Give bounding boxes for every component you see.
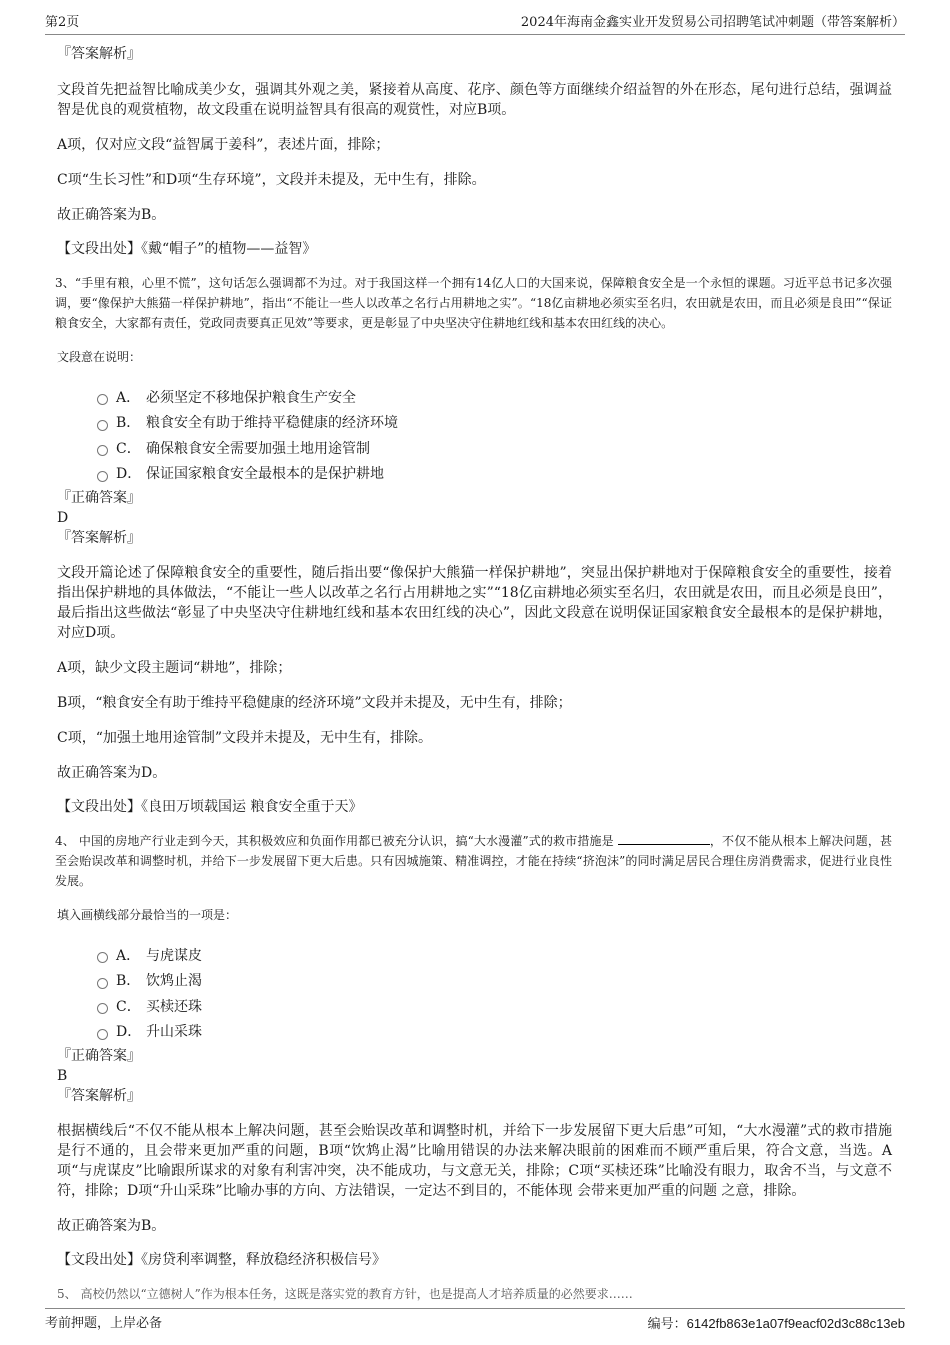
option-text: 升山采珠	[146, 1024, 202, 1041]
stem-part: 4、 中国的房地产行业走到今天，其积极效应和负面作用都已被充分认识，搞“大水漫灌”式的救市措施是	[55, 834, 614, 848]
analysis-paragraph: B项，“粮食安全有助于维持平稳健康的经济环境”文段并未提及，无中生有，排除；	[57, 695, 572, 711]
option-b[interactable]	[97, 968, 892, 994]
option-a[interactable]	[97, 942, 892, 968]
radio-icon[interactable]	[97, 952, 108, 963]
option-text: 饮鸩止渴	[146, 973, 202, 990]
document-code-value: 6142fb863e1a07f9eacf02d3c88c13eb	[686, 1316, 905, 1331]
option-a[interactable]	[97, 384, 892, 410]
page-header	[45, 14, 905, 35]
analysis-paragraph: C项，“加强土地用途管制”文段并未提及，无中生有，排除。	[57, 730, 433, 746]
radio-icon[interactable]	[97, 1029, 108, 1040]
analysis-paragraph: C项“生长习性”和D项“生存环境”，文段并未提及，无中生有，排除。	[57, 172, 486, 188]
option-c[interactable]	[97, 993, 892, 1019]
option-d[interactable]	[97, 461, 892, 487]
option-text: 与虎谋皮	[146, 947, 202, 964]
fill-blank-line	[618, 832, 710, 845]
option-letter: B．	[116, 415, 141, 432]
option-letter: D．	[116, 466, 142, 483]
radio-icon[interactable]	[97, 471, 108, 482]
analysis-paragraph: 文段首先把益智比喻成美少女，强调其外观之美，紧接着从高度、花序、颜色等方面继续介绍益智的外在形态，尾句进行总结，强调益智是优良的观赏植物，故文段重在说明益智具有很高的观赏性，对应B项。	[57, 82, 892, 118]
correct-answer-statement: 故正确答案为B。	[57, 1218, 166, 1234]
source-citation: 【文段出处】《良田万顷载国运 粮食安全重于天》	[57, 799, 363, 815]
analysis-paragraph: A项，仅对应文段“益智属于姜科”，表述片面，排除；	[57, 137, 390, 153]
analysis-label: 『答案解析』	[57, 1088, 141, 1104]
source-citation: 【文段出处】《房贷利率调整，释放稳经济积极信号》	[57, 1252, 386, 1268]
document-title: 2024年海南金鑫实业开发贸易公司招聘笔试冲刺题（带答案解析）	[520, 15, 905, 30]
document-code	[648, 1313, 905, 1335]
question-prompt: 填入画横线部分最恰当的一项是：	[57, 908, 238, 922]
document-code-label: 编号：	[647, 1317, 687, 1332]
option-text: 必须坚定不移地保护粮食生产安全	[146, 389, 356, 406]
question-stem: 3、“手里有粮，心里不慌”，这句话怎么强调都不为过。对于我国这样一个拥有14亿人口的大国来说，保障粮食安全是一个永恒的课题。习近平总书记多次强调，要“像保护大熊猫一样保护耕地”，指出“不能让一些人以改革之名行占用耕地之实”。“18亿亩耕地必须实至名归，农田就是农田，而且必须是良田”“保证粮食安全，大家都有责任，党政同责要真正见效”等要求，更是彰显了中央坚决守住耕地红线和基本农田红线的决心。	[55, 276, 892, 330]
option-list	[57, 384, 892, 486]
radio-icon[interactable]	[97, 445, 108, 456]
radio-icon[interactable]	[97, 978, 108, 989]
correct-answer-label: 『正确答案』	[57, 1048, 141, 1064]
source-citation: 【文段出处】《戴“帽子”的植物——益智》	[57, 241, 317, 257]
correct-answer-statement: 故正确答案为B。	[57, 207, 166, 223]
option-b[interactable]	[97, 410, 892, 436]
option-letter: A．	[116, 947, 141, 964]
option-list	[57, 942, 892, 1044]
option-letter: C．	[116, 998, 141, 1015]
option-text: 粮食安全有助于维持平稳健康的经济环境	[146, 415, 398, 432]
question-stem	[55, 831, 892, 891]
option-letter: A．	[116, 389, 141, 406]
option-letter: D．	[116, 1024, 142, 1041]
page-footer	[45, 1308, 905, 1335]
correct-answer-statement: 故正确答案为D。	[57, 765, 167, 781]
analysis-label: 『答案解析』	[57, 46, 141, 62]
option-letter: B．	[116, 973, 141, 990]
question-prompt: 文段意在说明：	[57, 350, 142, 364]
option-text: 买椟还珠	[146, 998, 202, 1015]
question-2-tail	[57, 44, 892, 259]
analysis-label: 『答案解析』	[57, 530, 141, 546]
option-letter: C．	[116, 440, 141, 457]
radio-icon[interactable]	[97, 1003, 108, 1014]
correct-answer: D	[57, 510, 69, 526]
option-c[interactable]	[97, 435, 892, 461]
stem-part: ，不仅不能从根本上解决问题，甚至会贻误改革和调整时机，并给下一步发展留下更大后患。只有因城施策、精准调控，才能在持续“挤泡沫”的同时满足居民合理住房消费需求，促进行业良性发展。	[55, 834, 892, 888]
radio-icon[interactable]	[97, 420, 108, 431]
next-question-cut-off: 5、 高校仍然以“立德树人”作为根本任务，这既是落实党的教育方针，也是提高人才培养质量的必然要求……	[57, 1287, 633, 1301]
correct-answer-label: 『正确答案』	[57, 490, 141, 506]
analysis-paragraph: 文段开篇论述了保障粮食安全的重要性，随后指出要“像保护大熊猫一样保护耕地”，突显出保护耕地对于保障粮食安全的重要性，接着指出保护耕地的具体做法，“不能让一些人以改革之名行占用耕地之实”“18亿亩耕地必须实至名归，农田就是农田，而且必须是良田”，最后指出这些做法“彰显了中央坚决守住耕地红线和基本农田红线的决心”，因此文段意在说明保证国家粮食安全最根本的是保护耕地，对应D项。	[57, 565, 892, 641]
analysis-paragraph: A项，缺少文段主题词“耕地”，排除；	[57, 660, 292, 676]
question-3	[57, 273, 892, 817]
correct-answer: B	[57, 1068, 68, 1084]
footer-slogan: 考前押题，上岸必备	[45, 1316, 163, 1331]
analysis-paragraph: 根据横线后“不仅不能从根本上解决问题，甚至会贻误改革和调整时机，并给下一步发展留下更大后患”可知，“大水漫灌”式的救市措施是行不通的，且会带来更加严重的问题，B项“饮鸩止渴”比喻用错误的办法来解决眼前的困难而不顾严重后果，符合文意，当选。A项“与虎谋皮”比喻跟所谋求的对象有利害冲突，决不能成功，与文意无关，排除；C项“买椟还珠”比喻没有眼力，取舍不当，与文意不符，排除；D项“升山采珠”比喻办事的方向、方法错误，一定达不到目的，不能体现 会带来更加严重的问题 之意，排除。	[57, 1123, 892, 1199]
option-text: 确保粮食安全需要加强土地用途管制	[146, 440, 370, 457]
option-d[interactable]	[97, 1019, 892, 1045]
radio-icon[interactable]	[97, 394, 108, 405]
document-body	[55, 44, 892, 1301]
page-number: 第2页	[45, 15, 80, 30]
option-text: 保证国家粮食安全最根本的是保护耕地	[146, 466, 384, 483]
question-4	[57, 831, 892, 1270]
